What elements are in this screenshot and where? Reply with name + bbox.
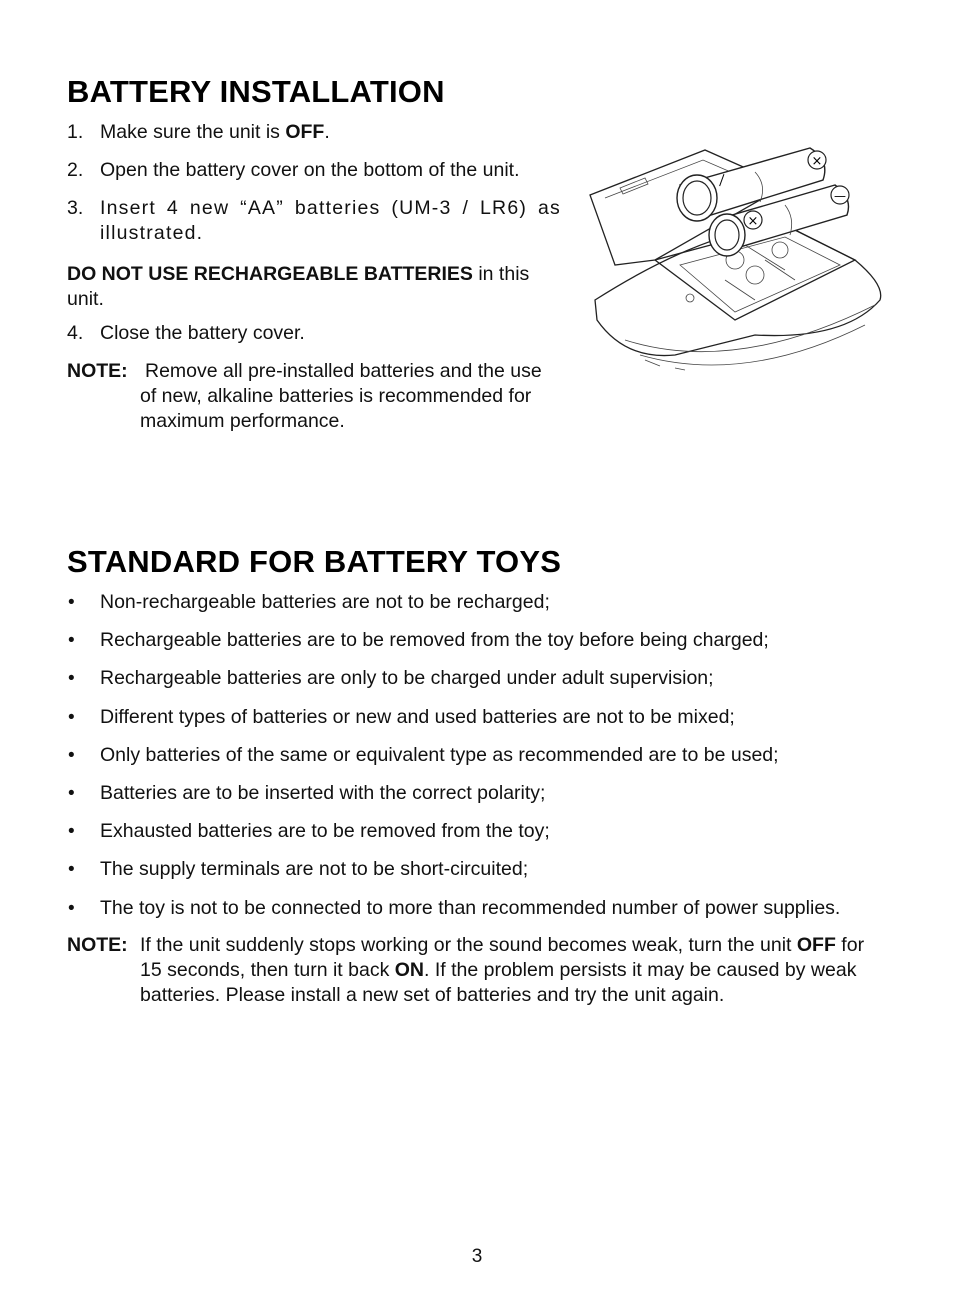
svg-text:—: —: [834, 189, 846, 203]
list-item-text: Non-rechargeable batteries are not to be recharged;: [100, 591, 550, 613]
rechargeable-warning: DO NOT USE RECHARGEABLE BATTERIES in this unit.: [67, 263, 530, 310]
bullet-marker: •: [68, 706, 75, 728]
standard-heading: STANDARD FOR BATTERY TOYS: [67, 544, 562, 579]
list-item-text: Batteries are to be inserted with the correct polarity;: [100, 782, 546, 804]
bullet-marker: •: [68, 668, 75, 690]
list-item-text: Rechargeable batteries are only to be charged under adult supervision;: [100, 667, 714, 690]
bullet-marker: •: [68, 592, 75, 613]
list-item-text: Only batteries of the same or equivalent type as recommended are to be used;: [100, 743, 779, 766]
list-item-text: Rechargeable batteries are to be removed from the toy before being charged;: [100, 629, 769, 652]
bullet-marker: •: [68, 897, 75, 919]
bullet-marker: •: [68, 744, 75, 766]
svg-text:×: ×: [747, 214, 759, 229]
svg-text:—: —: [711, 170, 732, 190]
list-item-text: Exhausted batteries are to be removed from the toy;: [100, 820, 550, 843]
page-number: 3: [471, 1246, 483, 1267]
bullet-marker: •: [68, 859, 75, 881]
battery-compartment-illustration: [585, 140, 890, 380]
list-item-text: Different types of batteries or new and used batteries are not to be mixed;: [100, 705, 735, 728]
battery-installation-heading: BATTERY INSTALLATION: [67, 74, 445, 109]
svg-text:×: ×: [811, 154, 823, 169]
note-text: Remove all pre-installed batteries and the use of new, alkaline batteries is recommended for maximum performance.: [140, 360, 542, 432]
list-item-text: The toy is not to be connected to more than recommended number of power supplies.: [100, 896, 841, 919]
bullet-marker: •: [68, 821, 75, 843]
bullet-marker: •: [68, 630, 75, 652]
manual-page: BATTERY INSTALLATION 1. Make sure the unit is OFF. 2. Open the battery cover on the bottom of the unit. 3. Insert 4 new “AA” batteries (UM-3 / LR6) as illustrated. DO NOT USE RECHARGEABLE BATTERIES in this unit. 4. Close the battery cover. NOTE: Remove all pre-installed batteries and the use of new, alkaline batteries is recommended for maximum performance. × — × — STANDARD FOR BATTERY TOYS • Non-rechargeable batteries are not to be recharged; • Rechargeable batteries are to be removed from the toy before being charged; • Rechargeable batteries are only to be charged under adult supervision; • Different types of batteries or new and used batteries are not to be mixed; • Only batteries of the same or equivalent type as recommended are to be used; • Batteries are to be inserted with the correct polarity; • Exhausted batteries are to be removed from the toy; • The supply terminals are not to be short-circuited; • The toy is not to be connected to more than recommended number of power supplies. NOTE: If the unit suddenly stops working or the sound becomes weak, turn the unit OFF for 15 seconds, then turn it back ON. If the problem persists it may be caused by weak batteries. Please install a new set of batteries and try the unit again. 3: [0, 0, 954, 1315]
list-item-text: The supply terminals are not to be short-circuited;: [100, 858, 529, 881]
bullet-marker: •: [68, 783, 75, 804]
standard-note-text: If the unit suddenly stops working or the sound becomes weak, turn the unit OFF for 15 seconds, then turn it back ON. If the problem persists it may be caused by weak batteries. Please install a new set of batteries and try the unit again.: [140, 934, 865, 1006]
